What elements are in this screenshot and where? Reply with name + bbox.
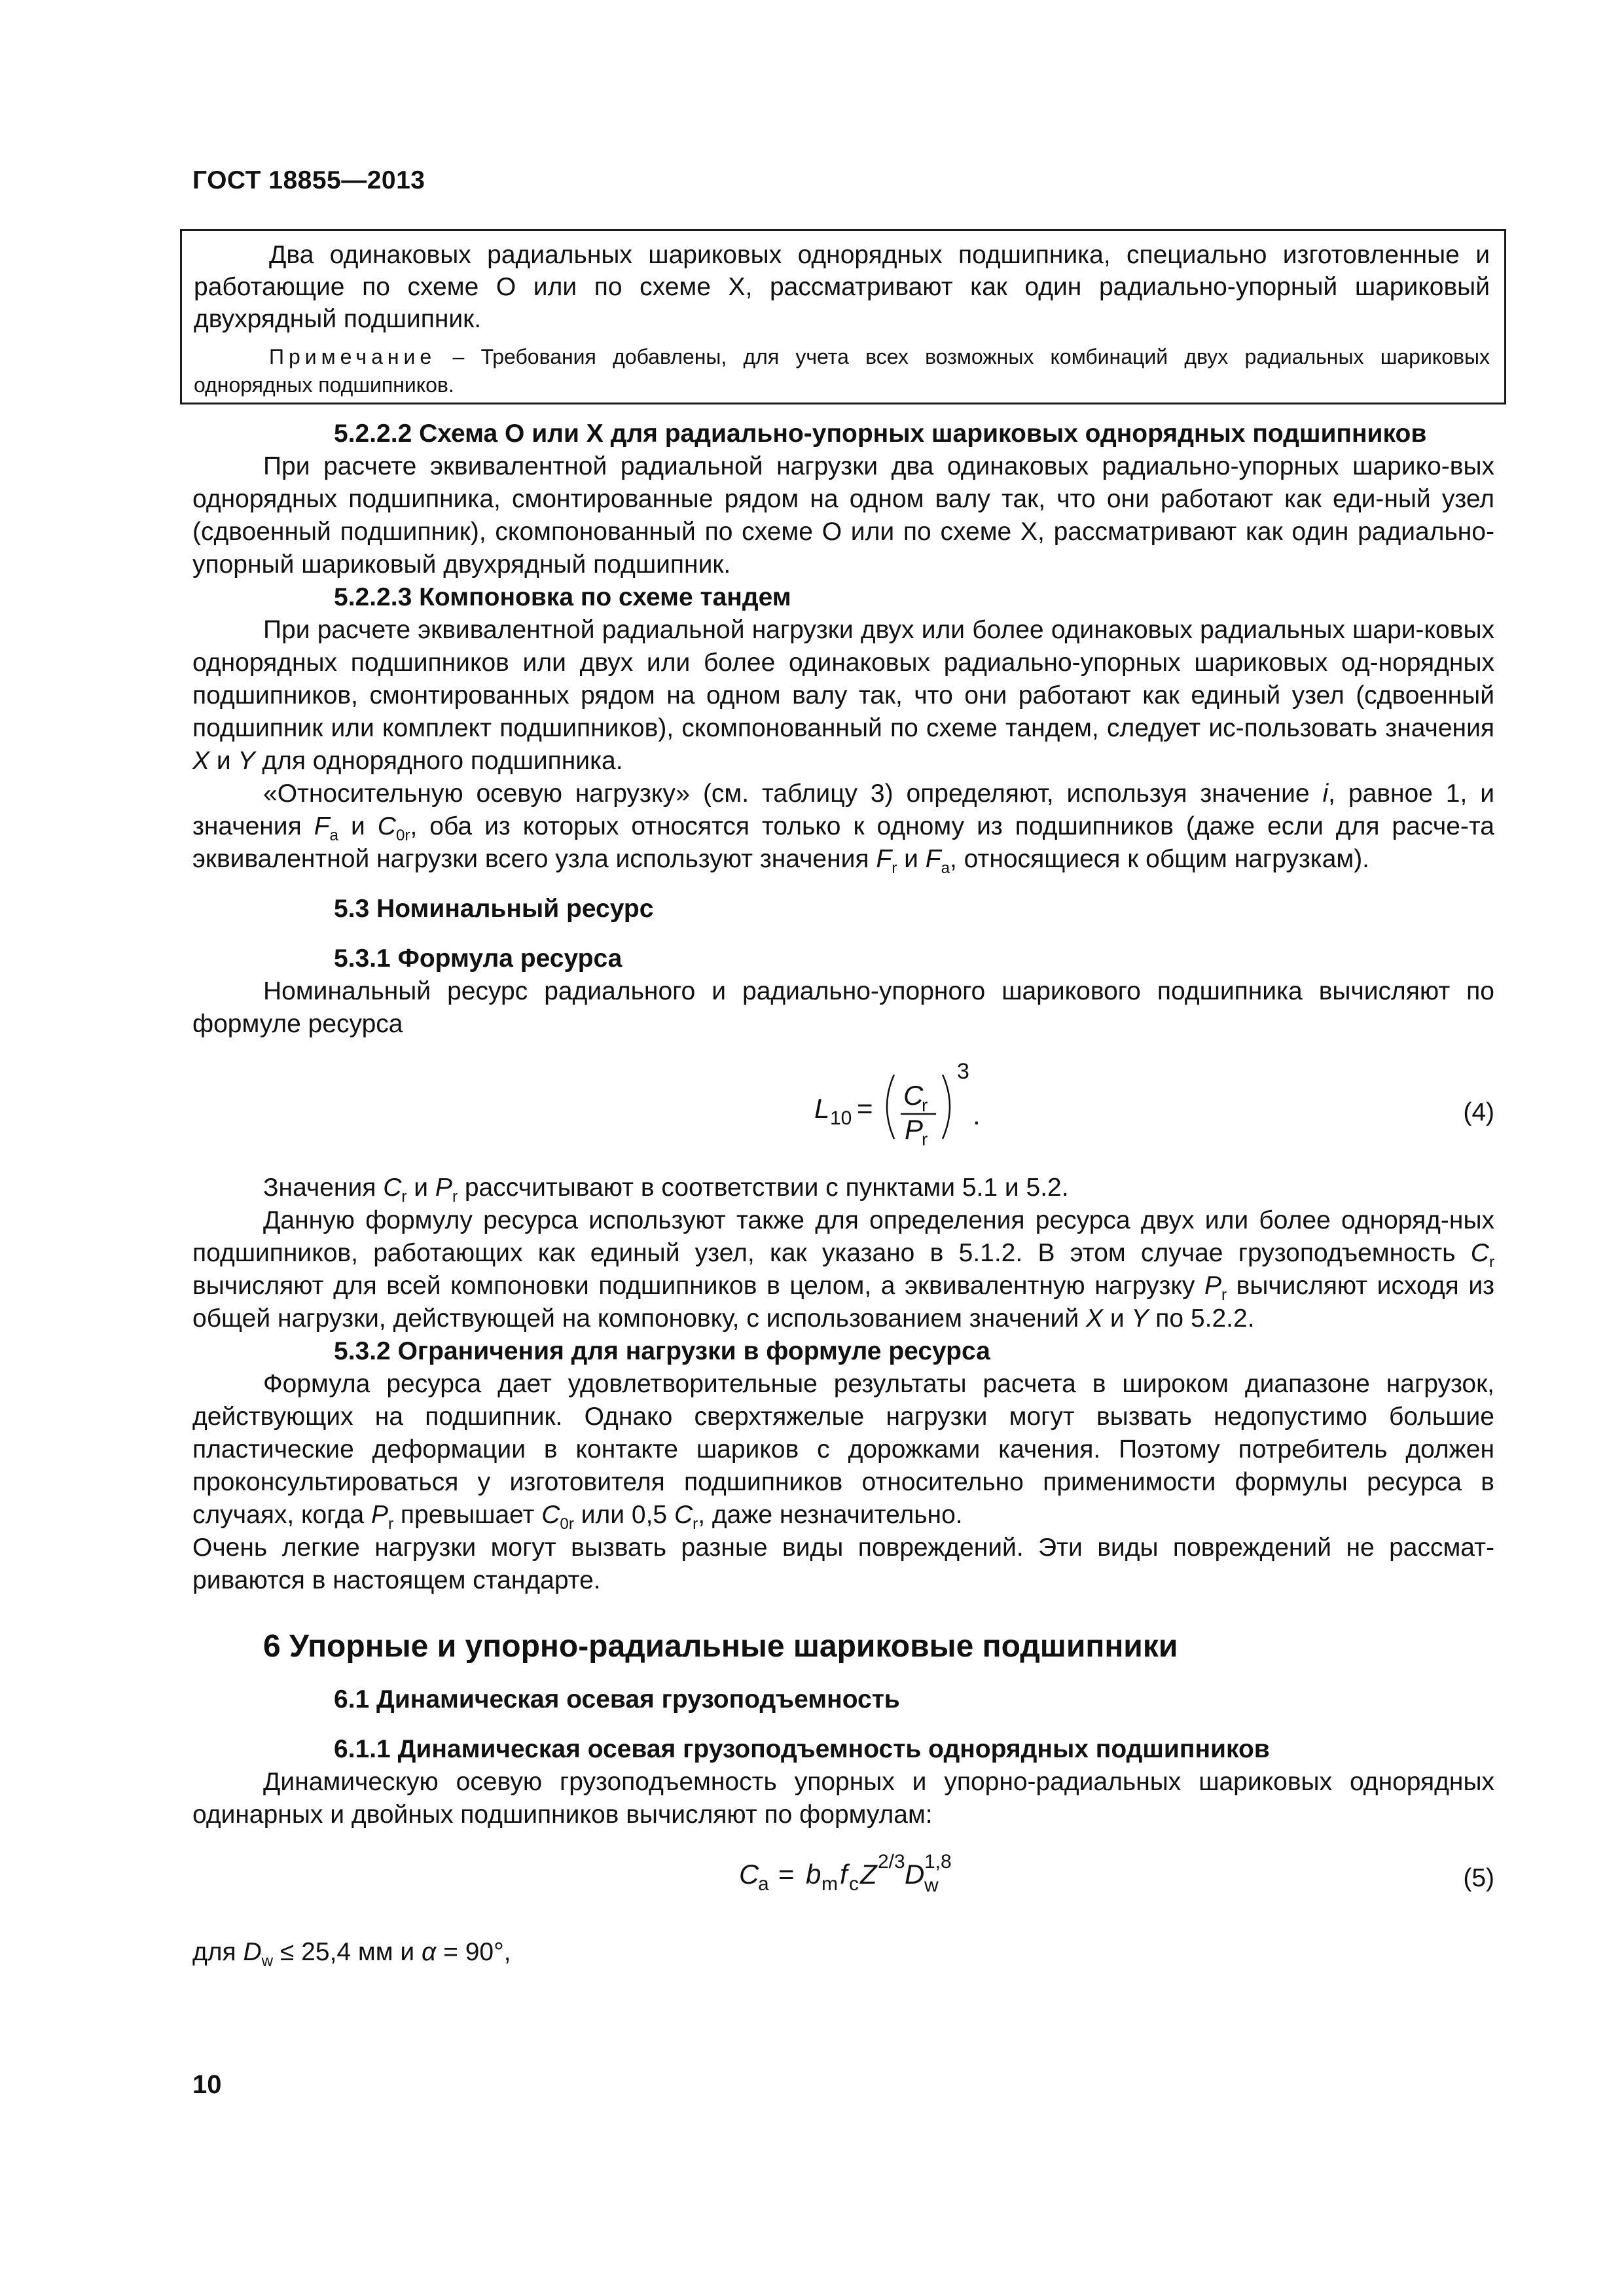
paragraph-5-3-2-a: Формула ресурса дает удовлетворительные результаты расчета в широком диапазоне нагрузок, действующих на подшипник. Однако сверхтяжелые нагрузки могут вызвать недопустимо большие пластические деформации в контакте шариков с дорожками качения. Поэтому потребитель должен проконсультироваться у изготовителя подшипников относительно применимости формулы ресурса в случаях, когда $P_r$ превышает $C_{0r}$ или 0,5 $C_r$, даже незначительно. (192, 1370, 1494, 1533)
formula-equals: = (857, 1093, 873, 1124)
formula-5-svg (192, 1831, 1494, 1910)
formula5-b-sub: m (821, 1873, 838, 1895)
note-label: Примечание (269, 345, 437, 368)
exponent-3: 3 (957, 1059, 969, 1084)
formula5-f: f (840, 1859, 848, 1890)
section-heading-6: 6 Упорные и упорно-радиальные шариковые подшипники (263, 1629, 1178, 1664)
denominator-P: P (905, 1114, 924, 1145)
left-paren (887, 1075, 894, 1139)
document-id: ГОСТ 18855—2013 (192, 166, 425, 194)
section-heading-5-3-1: 5.3.1 Формула ресурса (334, 944, 623, 973)
paragraph-6-1-1: Динамическую осевую грузоподъемность упорных и упорно-радиальных шариковых однорядных одинарных и двойных подшипников вычисляют по формулам: (192, 1768, 1494, 1829)
formula5-equals: = (778, 1859, 795, 1890)
amendment-box (180, 229, 1506, 404)
section-heading-6-1-1: 6.1.1 Динамическая осевая грузоподъемность однорядных подшипников (334, 1735, 1270, 1763)
amendment-note (194, 343, 1490, 399)
section-heading-5-3-2: 5.3.2 Ограничения для нагрузки в формуле ресурса (334, 1337, 990, 1365)
numerator-C: C (903, 1080, 924, 1111)
paragraph-5-2-2-3-b: «Относительную осевую нагрузку» (см. таблицу 3) определяют, используя значение i, равное 1, и значения $F_a$ и $C_{0r}$, оба из которых относятся только к одному из подшипников (даже если для расче-та эквивалентной нагрузки всего узла используют значения $F_r$ и $F_a$, относящиеся к общим нагрузкам). (192, 780, 1494, 877)
formula-period: . (973, 1100, 981, 1130)
paragraph-5-3-1-b: Данную формулу ресурса используют также для определения ресурса двух или более однoряд-ных подшипников, работающих как единый узел, как указано в 5.1.2. В этом случае грузоподъемность $C_r$ вычисляют для всей компоновки подшипников в целом, а эквивалентную нагрузку $P_r$ вычисляют исходя из общей нагрузки, действующей на компоновку, с использованием значений X и Y по 5.2.2. (192, 1206, 1494, 1333)
amendment-text: Два одинаковых радиальных шариковых однорядных подшипника, специально изготовленные и работающие по схеме О или по схеме X, рассматривают как один радиально-упорный шариковый двухрядный подшипник. (194, 241, 1490, 333)
section-heading-5-2-2-2: 5.2.2.2 Схема О или X для радиально-упорных шариковых однорядных подшипников (334, 420, 1427, 448)
formula-4 (192, 1041, 1494, 1172)
formula5-Z-exp: 2/3 (878, 1851, 905, 1873)
paragraph-5-3-1: Номинальный ресурс радиального и радиально-упорного шарикового подшипника вычисляют по формуле ресурса (192, 977, 1494, 1038)
formula-number-4: (4) (1463, 1098, 1494, 1126)
formula-L-symbol: L (814, 1093, 830, 1124)
formula5-C-sub: a (758, 1873, 769, 1895)
paragraph-5-2-2-2: При расчете эквивалентной радиальной нагрузки два одинаковых радиально-упорных шарико-вых однорядных подшипника, смонтированные рядом на одном валу так, что они работают как еди-ный узел (сдвоенный подшипник), скомпонованный по схеме О или по схеме X, рассматривают как один радиально-упорный шариковый двухрядный подшипник. (192, 452, 1494, 579)
formula5-Z: Z (860, 1859, 877, 1890)
formula5-f-sub: c (849, 1873, 859, 1895)
formula-L-sub: 10 (830, 1107, 852, 1129)
formula5-D: D (905, 1859, 925, 1890)
right-paren (943, 1075, 950, 1139)
note-text: – Требования добавлены, для учета всех возможных комбинаций двух радиальных шариковых однорядных подшипников. (194, 345, 1490, 397)
denominator-sub: r (922, 1129, 928, 1149)
numerator-sub: r (922, 1095, 928, 1115)
paragraph-values: Значения $C_r$ и $P_r$ рассчитывают в соответствии с пунктами 5.1 и 5.2. (263, 1174, 1069, 1206)
condition-line: для $D_w \le 25,4$ мм и α = 90°, (192, 1938, 511, 1970)
section-heading-5-2-2-3: 5.2.2.3 Компоновка по схеме тандем (334, 583, 791, 611)
paragraph-5-3-2-b: Очень легкие нагрузки могут вызвать разные виды повреждений. Эти виды повреждений не рассмат-риваются в настоящем стандарте. (192, 1534, 1494, 1594)
formula-5 (192, 1831, 1494, 1910)
formula5-C: C (739, 1859, 759, 1890)
section-heading-5-3: 5.3 Номинальный ресурс (334, 895, 654, 923)
section-heading-6-1: 6.1 Динамическая осевая грузоподъемность (334, 1685, 900, 1713)
formula-4-svg (192, 1041, 1494, 1172)
formula-number-5: (5) (1463, 1864, 1494, 1892)
formula5-D-sub: w (924, 1874, 939, 1896)
paragraph-5-2-2-3-a: При расчете эквивалентной радиальной нагрузки двух или более одинаковых радиальных шари-ковых однорядных подшипников или двух или более одинаковых радиально-упорных шариковых од-норядных подшипников, смонтированных рядом на одном валу так, что они работают как единый узел (сдвоенный подшипник или комплект подшипников), скомпонованный по схеме тандем, следует ис-пользовать значения X и Y для однорядного подшипника. (192, 616, 1494, 775)
formula5-b: b (806, 1859, 821, 1890)
page-number: 10 (192, 2070, 222, 2099)
formula5-D-exp: 1,8 (924, 1851, 952, 1873)
main-text (192, 418, 1494, 1969)
